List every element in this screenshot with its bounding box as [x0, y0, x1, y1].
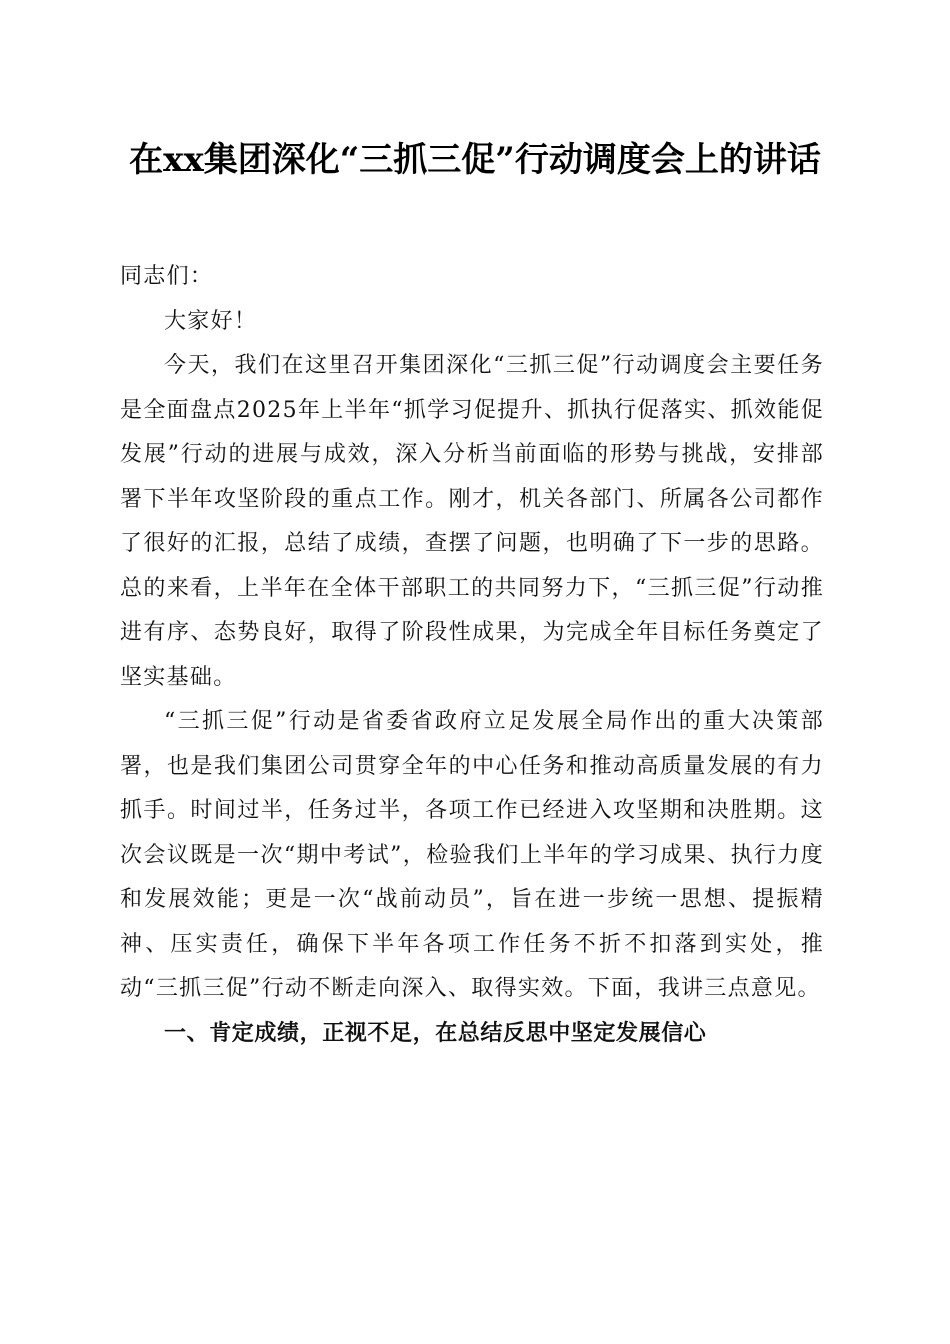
document-body [120, 255, 824, 1056]
body-paragraph: “三抓三促”行动是省委省政府立足发展全局作出的重大决策部署，也是我们集团公司贯穿全年的中心任务和推动高质量发展的有力抓手。时间过半，任务过半，各项工作已经进入攻坚期和决胜期。这次会议既是一次“期中考试”，检验我们上半年的学习成果、执行力度和发展效能；更是一次“战前动员”，旨在进一步统一思想、提振精神、压实责任，确保下半年各项工作任务不折不扣落到实处，推动“三抓三促”行动不断走向深入、取得实效。下面，我讲三点意见。 [120, 709, 824, 1001]
document-title: 在xx集团深化“三抓三促”行动调度会上的讲话 [129, 140, 821, 180]
salutation: 同志们： [120, 264, 214, 289]
section-heading: 一、肯定成绩，正视不足，在总结反思中坚定发展信心 [164, 1020, 707, 1046]
body-paragraph: 今天，我们在这里召开集团深化“三抓三促”行动调度会主要任务是全面盘点2025年上半年“抓学习促提升、抓执行促落实、抓效能促发展”行动的进展与成效，深入分析当前面临的形势与挑战，安排部署下半年攻坚阶段的重点工作。刚才，机关各部门、所属各公司都作了很好的汇报，总结了成绩，查摆了问题，也明确了下一步的思路。总的来看，上半年在全体干部职工的共同努力下，“三抓三促”行动推进有序、态势良好，取得了阶段性成果，为完成全年目标任务奠定了坚实基础。 [120, 353, 824, 690]
greeting: 大家好！ [164, 308, 258, 334]
